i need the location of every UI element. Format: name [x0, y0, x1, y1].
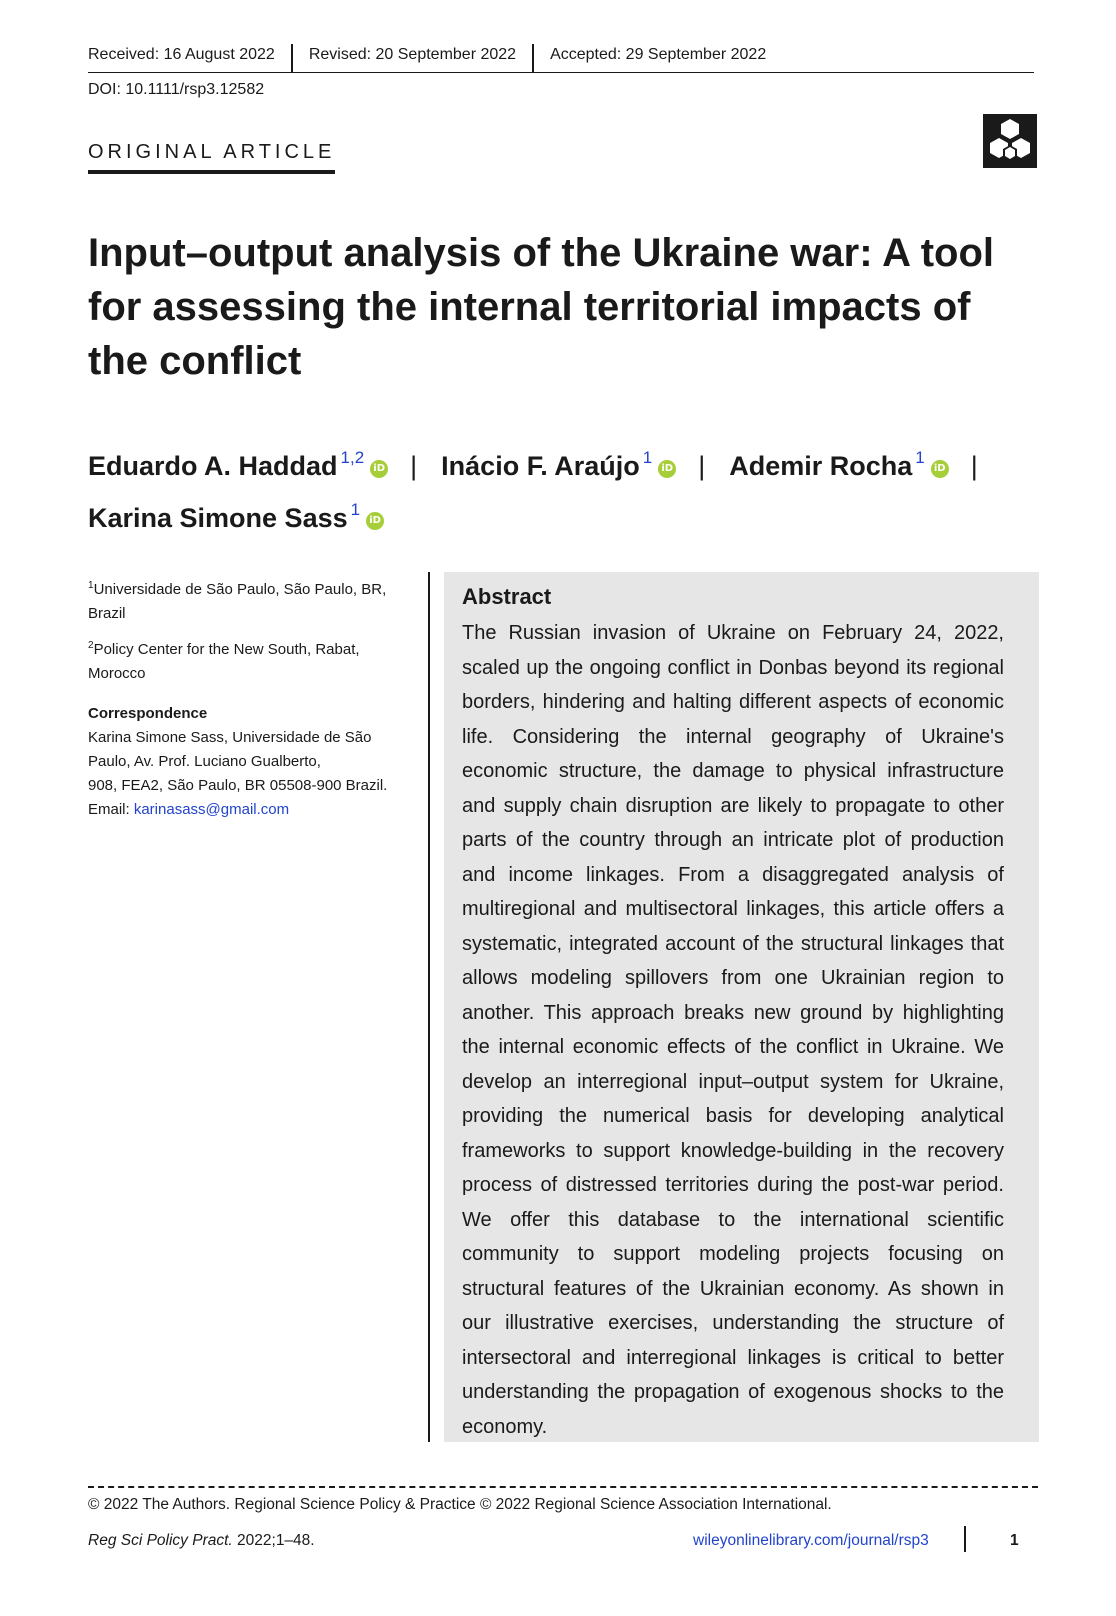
- correspondence-title: Correspondence: [88, 705, 208, 722]
- correspondence-line: 908, FEA2, São Paulo, BR 05508-900 Brazil.: [88, 777, 388, 794]
- abstract-title: Abstract: [462, 584, 552, 609]
- accepted-date: Accepted: 29 September 2022: [550, 46, 767, 63]
- date-separator: [291, 44, 293, 72]
- author: [88, 436, 388, 488]
- orcid-icon[interactable]: iD: [366, 512, 384, 530]
- article-type: ORIGINAL ARTICLE: [88, 141, 335, 174]
- correspondence-line: Karina Simone Sass, Universidade de São: [88, 729, 372, 746]
- affiliation-text: Policy Center for the New South, Rabat, Morocco: [88, 641, 360, 682]
- affiliation-number: 2: [88, 640, 94, 651]
- correspondence-line: Paulo, Av. Prof. Luciano Gualberto,: [88, 753, 321, 770]
- received-date: Received: 16 August 2022: [88, 46, 275, 63]
- author-name: Ademir Rocha: [729, 451, 913, 481]
- date-separator: [532, 44, 534, 72]
- journal-citation: [88, 1532, 315, 1550]
- journal-ref: 2022;1–48.: [232, 1532, 315, 1549]
- author: [441, 436, 676, 488]
- affiliation-ref[interactable]: 1: [350, 500, 361, 519]
- publication-dates: [88, 44, 1034, 73]
- orcid-icon[interactable]: iD: [931, 460, 949, 478]
- affiliation: [88, 574, 408, 626]
- page-number: 1: [1010, 1532, 1019, 1549]
- journal-abbrev: Reg Sci Policy Pract.: [88, 1532, 233, 1549]
- orcid-icon[interactable]: iD: [370, 460, 388, 478]
- affiliation-ref[interactable]: 1: [915, 448, 925, 467]
- author-separator: |: [970, 451, 978, 481]
- footer-separator: [964, 1526, 966, 1552]
- affiliation-ref[interactable]: 1,2: [340, 448, 365, 467]
- column-divider: [428, 572, 430, 1442]
- author-name: Inácio F. Araújo: [441, 451, 640, 481]
- email-link[interactable]: karinasass@gmail.com: [133, 801, 290, 818]
- abstract-box: [444, 572, 1039, 1442]
- copyright: © 2022 The Authors. Regional Science Policy & Practice © 2022 Regional Science Association International.: [88, 1496, 832, 1513]
- article-title: Input–output analysis of the Ukraine war: A tool for assessing the internal territorial impacts of the conflict: [88, 231, 994, 383]
- email-label: Email:: [88, 801, 134, 818]
- author-separator: |: [410, 451, 418, 481]
- orcid-icon[interactable]: iD: [658, 460, 676, 478]
- affiliation-text: Universidade de São Paulo, São Paulo, BR, Brazil: [88, 581, 387, 622]
- footer-divider: [88, 1486, 1038, 1488]
- affiliation-number: 1: [88, 580, 94, 591]
- author: [729, 436, 949, 488]
- revised-date: Revised: 20 September 2022: [308, 46, 517, 63]
- doi: DOI: 10.1111/rsp3.12582: [88, 81, 265, 98]
- affiliation-ref[interactable]: 1: [642, 448, 653, 467]
- author-name: Karina Simone Sass: [88, 503, 348, 533]
- author-separator: |: [698, 451, 706, 481]
- author: [88, 488, 384, 540]
- affiliations: [88, 574, 408, 822]
- correspondence: [88, 702, 408, 822]
- journal-website-link[interactable]: wileyonlinelibrary.com/journal/rsp3: [693, 1532, 929, 1549]
- author-name: Eduardo A. Haddad: [88, 451, 338, 481]
- author-list: [88, 436, 1048, 540]
- journal-logo-icon: [983, 114, 1037, 168]
- abstract-text: The Russian invasion of Ukraine on February 24, 2022, scaled up the ongoing conflict in Donbas beyond its regional borders, hindering and halting different aspects of economic life. Considering the internal geography of Ukraine's economic structure, the damage to physical infrastructure and supply chain disruption are likely to propagate to other parts of the country through an intricate plot of production and income linkages. From a disaggregated analysis of multiregional and multisectoral linkages, this article offers a systematic, integrated account of the structural linkages that allows modeling spillovers from one Ukrainian region to another. This approach breaks new ground by highlighting the internal economic effects of the conflict in Ukraine. We develop an interregional input–output system for Ukraine, providing the numerical basis for developing analytical frameworks to support knowledge-building in the recovery process of distressed territories during the post-war period. We offer this database to the international scientific community to support modeling projects focusing on structural features of the Ukrainian economy. As shown in our illustrative exercises, understanding the structure of intersectoral and interregional linkages is critical to better understanding the propagation of exogenous shocks to the economy.: [462, 622, 1004, 1438]
- correspondence-email: [88, 798, 408, 822]
- affiliation: [88, 634, 408, 686]
